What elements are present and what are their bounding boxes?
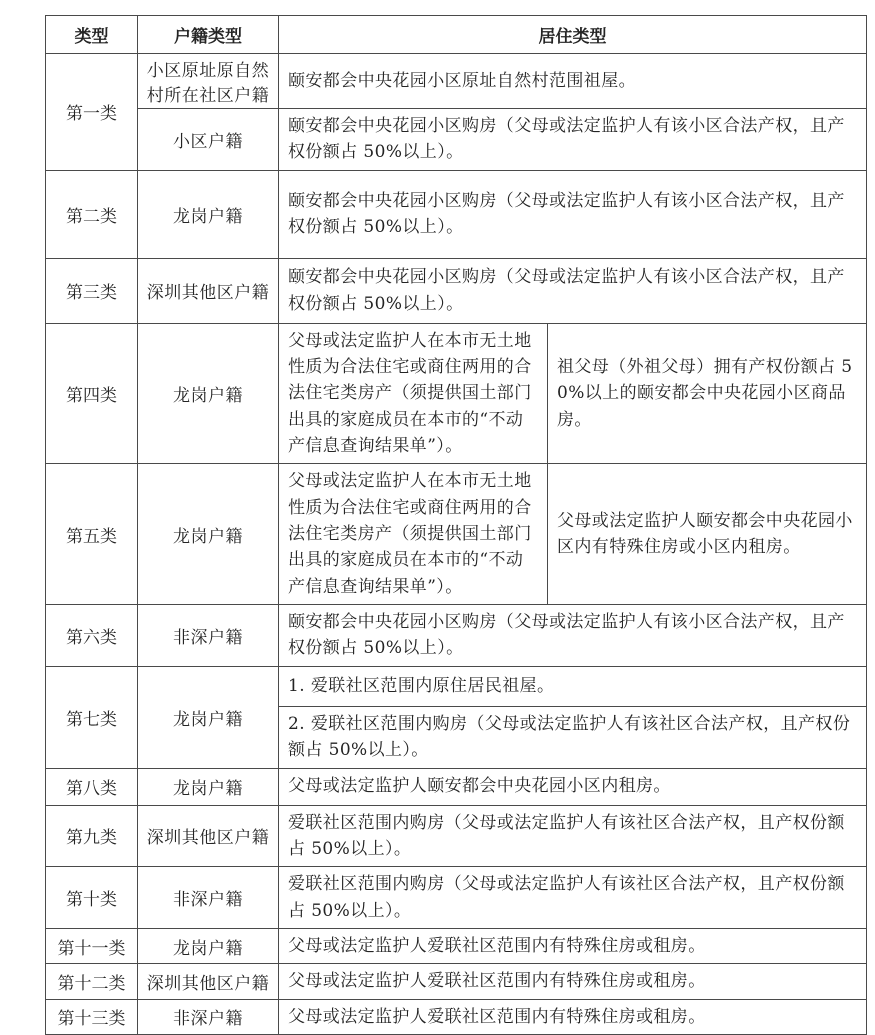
hukou-cell: 非深户籍 [138,999,279,1034]
residence-cell-left: 父母或法定监护人在本市无土地性质为合法住宅或商住两用的合法住宅类房产（须提供国土部门出具的家庭成员在本市的“不动产信息查询结果单”）。 [279,323,548,464]
type-cell: 第十类 [46,867,138,929]
residence-cell: 颐安都会中央花园小区购房（父母或法定监护人有该小区合法产权，且产权份额占 50%以上）。 [279,258,867,323]
hukou-cell: 龙岗户籍 [138,464,279,605]
table-row-8 [46,768,867,805]
header-row [46,16,867,54]
residence-cell: 爱联社区范围内购房（父母或法定监护人有该社区合法产权，且产权份额占 50%以上）。 [279,867,867,929]
type-cell: 第一类 [46,54,138,171]
table-row-13 [46,999,867,1034]
residence-cell: 父母或法定监护人爱联社区范围内有特殊住房或租房。 [279,999,867,1034]
type-cell: 第十一类 [46,928,138,963]
hukou-cell: 非深户籍 [138,867,279,929]
residence-cell-left: 父母或法定监护人在本市无土地性质为合法住宅或商住两用的合法住宅类房产（须提供国土部门出具的家庭成员在本市的“不动产信息查询结果单”）。 [279,464,548,605]
residence-cell: 父母或法定监护人颐安都会中央花园小区内租房。 [279,768,867,805]
classification-table [45,15,867,1035]
table-row-7a [46,666,867,706]
residence-cell-right: 父母或法定监护人颐安都会中央花园小区内有特殊住房或小区内租房。 [548,464,867,605]
hukou-cell: 深圳其他区户籍 [138,805,279,867]
type-cell: 第十三类 [46,999,138,1034]
residence-cell: 颐安都会中央花园小区原址自然村范围祖屋。 [279,54,867,109]
table-row-1b [46,109,867,171]
type-cell: 第七类 [46,666,138,768]
residence-cell: 颐安都会中央花园小区购房（父母或法定监护人有该小区合法产权，且产权份额占 50%以上）。 [279,170,867,258]
header-cell-residence: 居住类型 [279,16,867,54]
hukou-cell: 龙岗户籍 [138,170,279,258]
hukou-cell: 龙岗户籍 [138,666,279,768]
residence-cell: 爱联社区范围内购房（父母或法定监护人有该社区合法产权，且产权份额占 50%以上）。 [279,805,867,867]
type-cell: 第六类 [46,605,138,667]
hukou-cell: 龙岗户籍 [138,323,279,464]
table-row-12 [46,964,867,999]
table-row-1a [46,54,867,109]
residence-cell-item-1: 1. 爱联社区范围内原住居民祖屋。 [279,666,867,706]
residence-cell: 父母或法定监护人爱联社区范围内有特殊住房或租房。 [279,928,867,963]
type-cell: 第十二类 [46,964,138,999]
hukou-cell: 深圳其他区户籍 [138,258,279,323]
hukou-cell: 非深户籍 [138,605,279,667]
residence-cell: 颐安都会中央花园小区购房（父母或法定监护人有该小区合法产权，且产权份额占 50%以上）。 [279,109,867,171]
type-cell: 第二类 [46,170,138,258]
header-cell-hukou: 户籍类型 [138,16,279,54]
type-cell: 第四类 [46,323,138,464]
type-cell: 第五类 [46,464,138,605]
residence-cell: 父母或法定监护人爱联社区范围内有特殊住房或租房。 [279,964,867,999]
table-row-5 [46,464,867,605]
header-cell-type: 类型 [46,16,138,54]
table-row-4 [46,323,867,464]
table-row-10 [46,867,867,929]
table-row-11 [46,928,867,963]
hukou-cell: 深圳其他区户籍 [138,964,279,999]
hukou-cell: 龙岗户籍 [138,768,279,805]
residence-cell-right: 祖父母（外祖父母）拥有产权份额占 50%以上的颐安都会中央花园小区商品房。 [548,323,867,464]
type-cell: 第三类 [46,258,138,323]
table-row-3 [46,258,867,323]
hukou-cell: 龙岗户籍 [138,928,279,963]
table-row-9 [46,805,867,867]
residence-cell-item-2: 2. 爱联社区范围内购房（父母或法定监护人有该社区合法产权，且产权份额占 50%以上）。 [279,706,867,768]
table-row-2 [46,170,867,258]
residence-cell: 颐安都会中央花园小区购房（父母或法定监护人有该小区合法产权，且产权份额占 50%以上）。 [279,605,867,667]
hukou-cell: 小区户籍 [138,109,279,171]
hukou-cell: 小区原址原自然村所在社区户籍 [138,54,279,109]
table-row-6 [46,605,867,667]
type-cell: 第八类 [46,768,138,805]
type-cell: 第九类 [46,805,138,867]
